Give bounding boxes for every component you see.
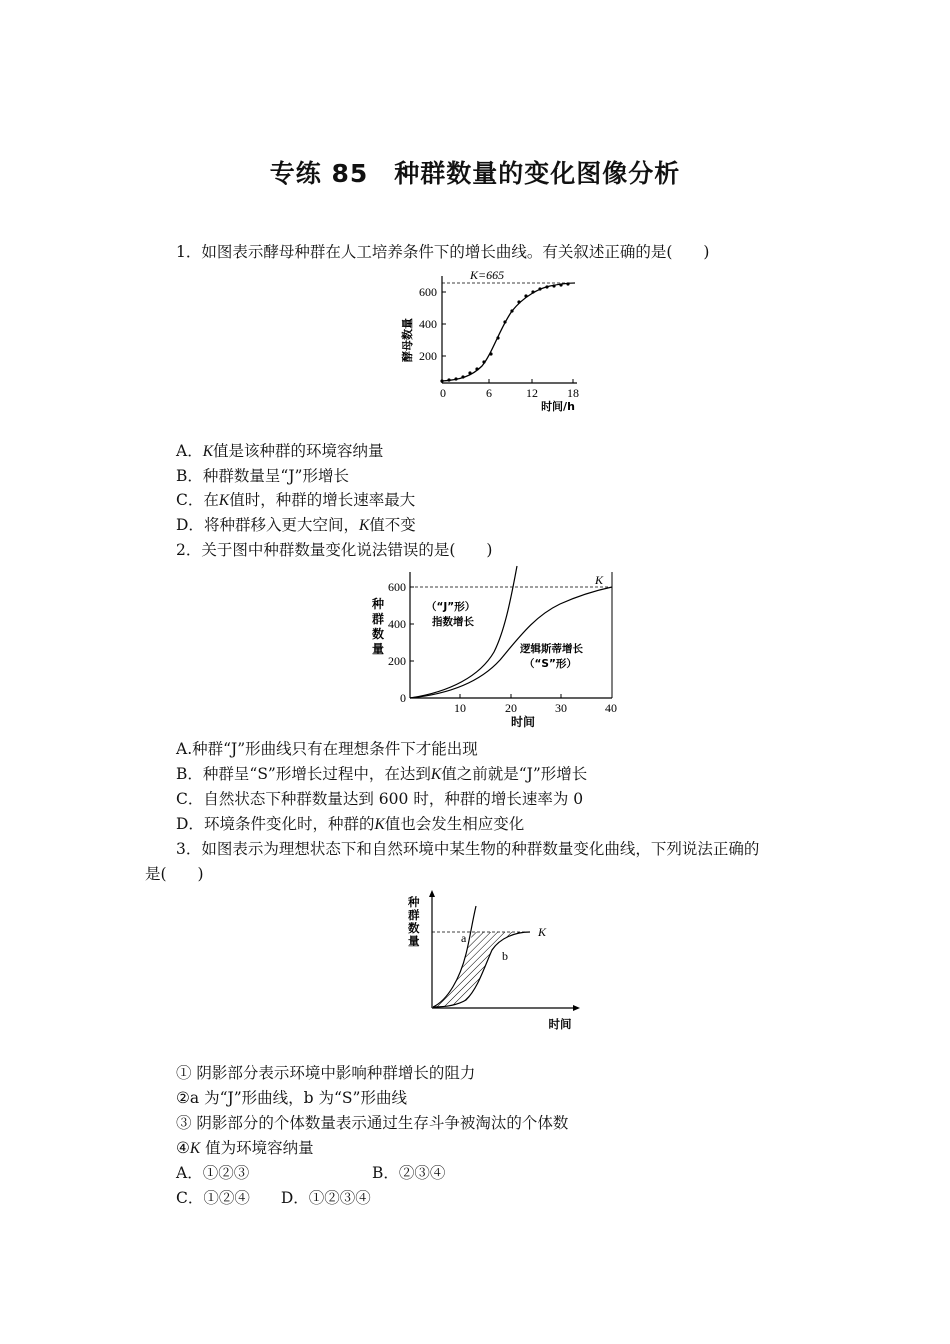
q2-growth-chart bbox=[360, 564, 630, 732]
q2-ytick-600: 600 bbox=[388, 580, 406, 594]
q2-j-label-1: （“J”形） bbox=[426, 601, 476, 613]
q3-y-label-2: 群 bbox=[408, 908, 420, 922]
q3-statement-4: ④K 值为环境容纳量 bbox=[176, 1139, 314, 1157]
q2-y-label-1: 种 bbox=[372, 597, 385, 611]
q1-ytick-600: 600 bbox=[419, 285, 437, 299]
q2-x-label: 时间 bbox=[510, 715, 536, 729]
q2-ytick-0: 0 bbox=[400, 691, 406, 705]
q1-option-c: C．在K值时，种群的增长速率最大 bbox=[176, 491, 416, 509]
q1-stem: 1．如图表示酵母种群在人工培养条件下的增长曲线。有关叙述正确的是( ) bbox=[176, 243, 710, 261]
q2-j-curve bbox=[410, 566, 517, 698]
q1-k-label: K=665 bbox=[470, 268, 505, 282]
q3-statement-2: ②a 为“J”形曲线，b 为“S”形曲线 bbox=[176, 1089, 407, 1107]
q2-option-b: B．种群呈“S”形增长过程中，在达到K值之前就是“J”形增长 bbox=[176, 765, 588, 783]
q1-xtick-0: 0 bbox=[440, 386, 446, 400]
q2-xtick-20: 20 bbox=[505, 701, 517, 715]
q2-y-label-2: 群 bbox=[372, 612, 385, 626]
q2-option-a: A.种群“J”形曲线只有在理想条件下才能出现 bbox=[176, 740, 478, 758]
q2-s-label-1: 逻辑斯蒂增长 bbox=[520, 643, 583, 655]
q1-ytick-200: 200 bbox=[419, 349, 437, 363]
q2-y-label-4: 量 bbox=[372, 642, 385, 656]
q1-xtick-18: 18 bbox=[567, 386, 579, 400]
q1-data-points bbox=[440, 282, 569, 382]
q2-j-label-2: 指数增长 bbox=[432, 616, 474, 628]
q3-option-a: A．①②③ bbox=[176, 1164, 250, 1182]
q3-option-cd: C．①②④ D．①②③④ bbox=[176, 1189, 371, 1207]
q1-ytick-400: 400 bbox=[419, 317, 437, 331]
q3-y-label-1: 种 bbox=[408, 895, 420, 909]
q2-option-c: C．自然状态下种群数量达到 600 时，种群的增长速率为 0 bbox=[176, 790, 584, 808]
q1-option-d: D．将种群移入更大空间，K值不变 bbox=[176, 516, 416, 534]
q3-x-arrow bbox=[573, 1005, 580, 1011]
page-title: 专练 85 种群数量的变化图像分析 bbox=[269, 159, 681, 188]
q2-ytick-200: 200 bbox=[388, 654, 406, 668]
q1-x-label: 时间/h bbox=[541, 400, 575, 413]
q3-b-label: b bbox=[502, 949, 508, 963]
q2-ytick-400: 400 bbox=[388, 617, 406, 631]
q1-xtick-12: 12 bbox=[526, 386, 538, 400]
q3-k-label: K bbox=[538, 925, 547, 939]
q1-growth-chart bbox=[390, 266, 590, 416]
q3-growth-chart bbox=[400, 888, 590, 1036]
q1-s-curve bbox=[442, 283, 575, 381]
q1-y-label: 酵母数量 bbox=[401, 318, 414, 362]
q3-stem-2: 是( ) bbox=[145, 865, 204, 883]
q3-statement-1: ① 阴影部分表示环境中影响种群增长的阻力 bbox=[176, 1064, 476, 1082]
q2-xtick-30: 30 bbox=[555, 701, 567, 715]
q3-a-label: a bbox=[461, 931, 467, 945]
q2-xtick-40: 40 bbox=[605, 701, 617, 715]
q3-option-b: B．②③④ bbox=[372, 1164, 446, 1182]
q3-shaded-region bbox=[433, 932, 530, 1007]
q1-option-b: B．种群数量呈“J”形增长 bbox=[176, 467, 349, 485]
q3-x-label: 时间 bbox=[548, 1017, 572, 1031]
q2-k-label: K bbox=[595, 573, 604, 587]
q1-xtick-6: 6 bbox=[486, 386, 492, 400]
q1-option-a: A．K值是该种群的环境容纳量 bbox=[176, 442, 384, 460]
q3-statement-3: ③ 阴影部分的个体数量表示通过生存斗争被淘汰的个体数 bbox=[176, 1114, 569, 1132]
q2-xtick-10: 10 bbox=[454, 701, 466, 715]
q2-option-d: D．环境条件变化时，种群的K值也会发生相应变化 bbox=[176, 815, 525, 833]
q3-y-arrow bbox=[429, 890, 435, 897]
q3-y-label-4: 量 bbox=[408, 934, 420, 948]
q2-y-label-3: 数 bbox=[372, 627, 385, 641]
q3-stem-1: 3．如图表示为理想状态下和自然环境中某生物的种群数量变化曲线，下列说法正确的 bbox=[176, 840, 760, 858]
q3-y-label-3: 数 bbox=[408, 921, 420, 935]
q2-s-label-2: （“S”形） bbox=[524, 658, 577, 670]
q2-stem: 2．关于图中种群数量变化说法错误的是( ) bbox=[176, 541, 493, 559]
